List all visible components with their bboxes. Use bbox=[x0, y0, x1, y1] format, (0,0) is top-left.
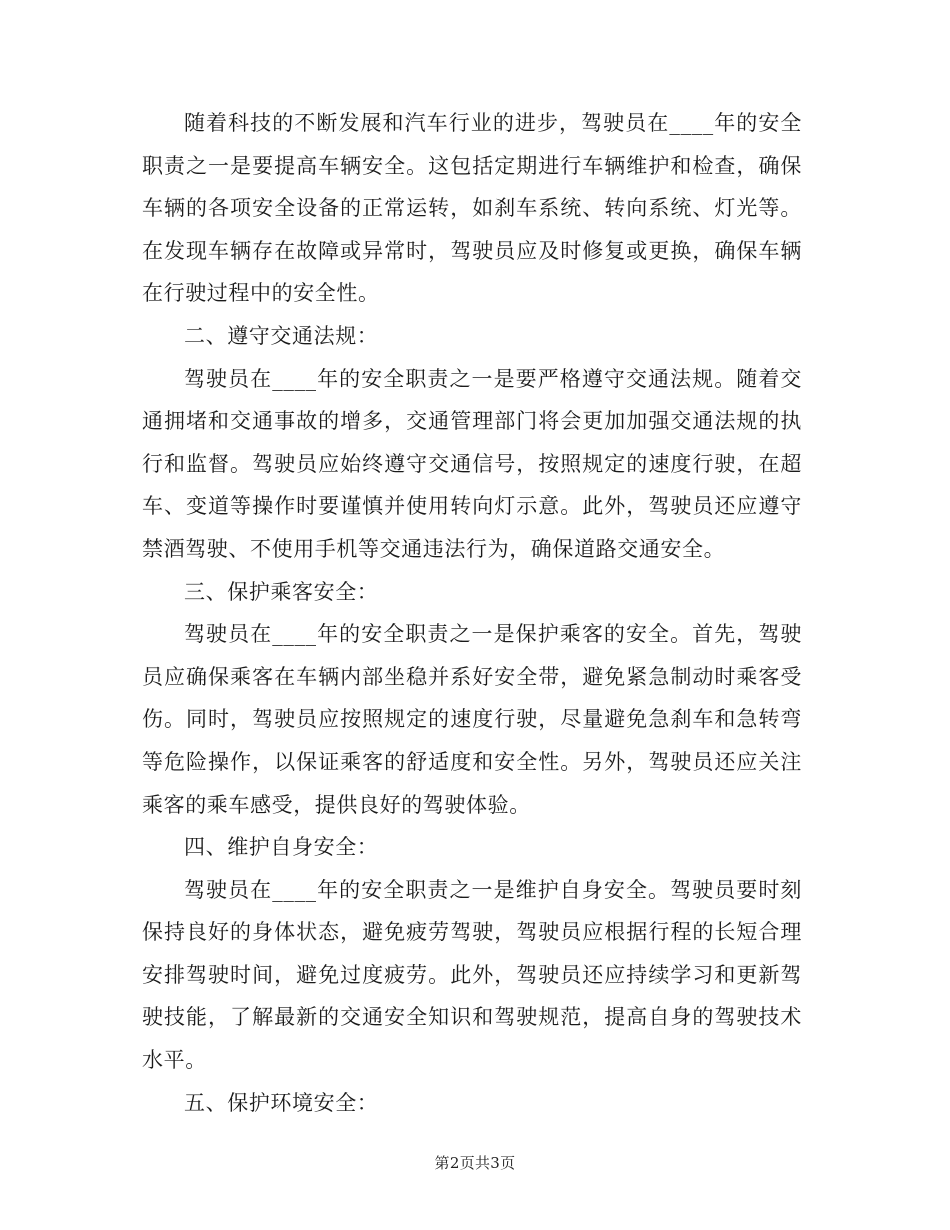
heading-passenger-safety: 三、保护乘客安全： bbox=[184, 579, 379, 604]
heading-self-safety: 四、维护自身安全： bbox=[184, 835, 379, 860]
paragraph-passenger-safety: 驾驶员在____年的安全职责之一是保护乘客的安全。首先，驾驶员应确保乘客在车辆内部坐稳并系好安全带，避免紧急制动时乘客受伤。同时，驾驶员应按照规定的速度行驶，尽量避免急刹车和急转弯等危险操作，以保证乘客的舒适度和安全性。另外，驾驶员还应关注乘客的乘车感受，提供良好的驾驶体验。 bbox=[142, 622, 802, 817]
heading-environment-safety: 五、保护环境安全： bbox=[184, 1090, 379, 1115]
heading-traffic-rules: 二、遵守交通法规： bbox=[184, 323, 379, 348]
document-body bbox=[142, 102, 802, 1124]
paragraph-vehicle-safety: 随着科技的不断发展和汽车行业的进步，驾驶员在____年的安全职责之一是要提高车辆安全。这包括定期进行车辆维护和检查，确保车辆的各项安全设备的正常运转，如刹车系统、转向系统、灯光等。在发现车辆存在故障或异常时，驾驶员应及时修复或更换，确保车辆在行驶过程中的安全性。 bbox=[142, 111, 802, 306]
page-number-footer: 第2页共3页 bbox=[434, 1154, 516, 1172]
paragraph-traffic-rules: 驾驶员在____年的安全职责之一是要严格遵守交通法规。随着交通拥堵和交通事故的增多，交通管理部门将会更加加强交通法规的执行和监督。驾驶员应始终遵守交通信号，按照规定的速度行驶，在超车、变道等操作时要谨慎并使用转向灯示意。此外，驾驶员还应遵守禁酒驾驶、不使用手机等交通违法行为，确保道路交通安全。 bbox=[142, 366, 802, 561]
paragraph-self-safety: 驾驶员在____年的安全职责之一是维护自身安全。驾驶员要时刻保持良好的身体状态，避免疲劳驾驶，驾驶员应根据行程的长短合理安排驾驶时间，避免过度疲劳。此外，驾驶员还应持续学习和更新驾驶技能，了解最新的交通安全知识和驾驶规范，提高自身的驾驶技术水平。 bbox=[142, 877, 802, 1073]
